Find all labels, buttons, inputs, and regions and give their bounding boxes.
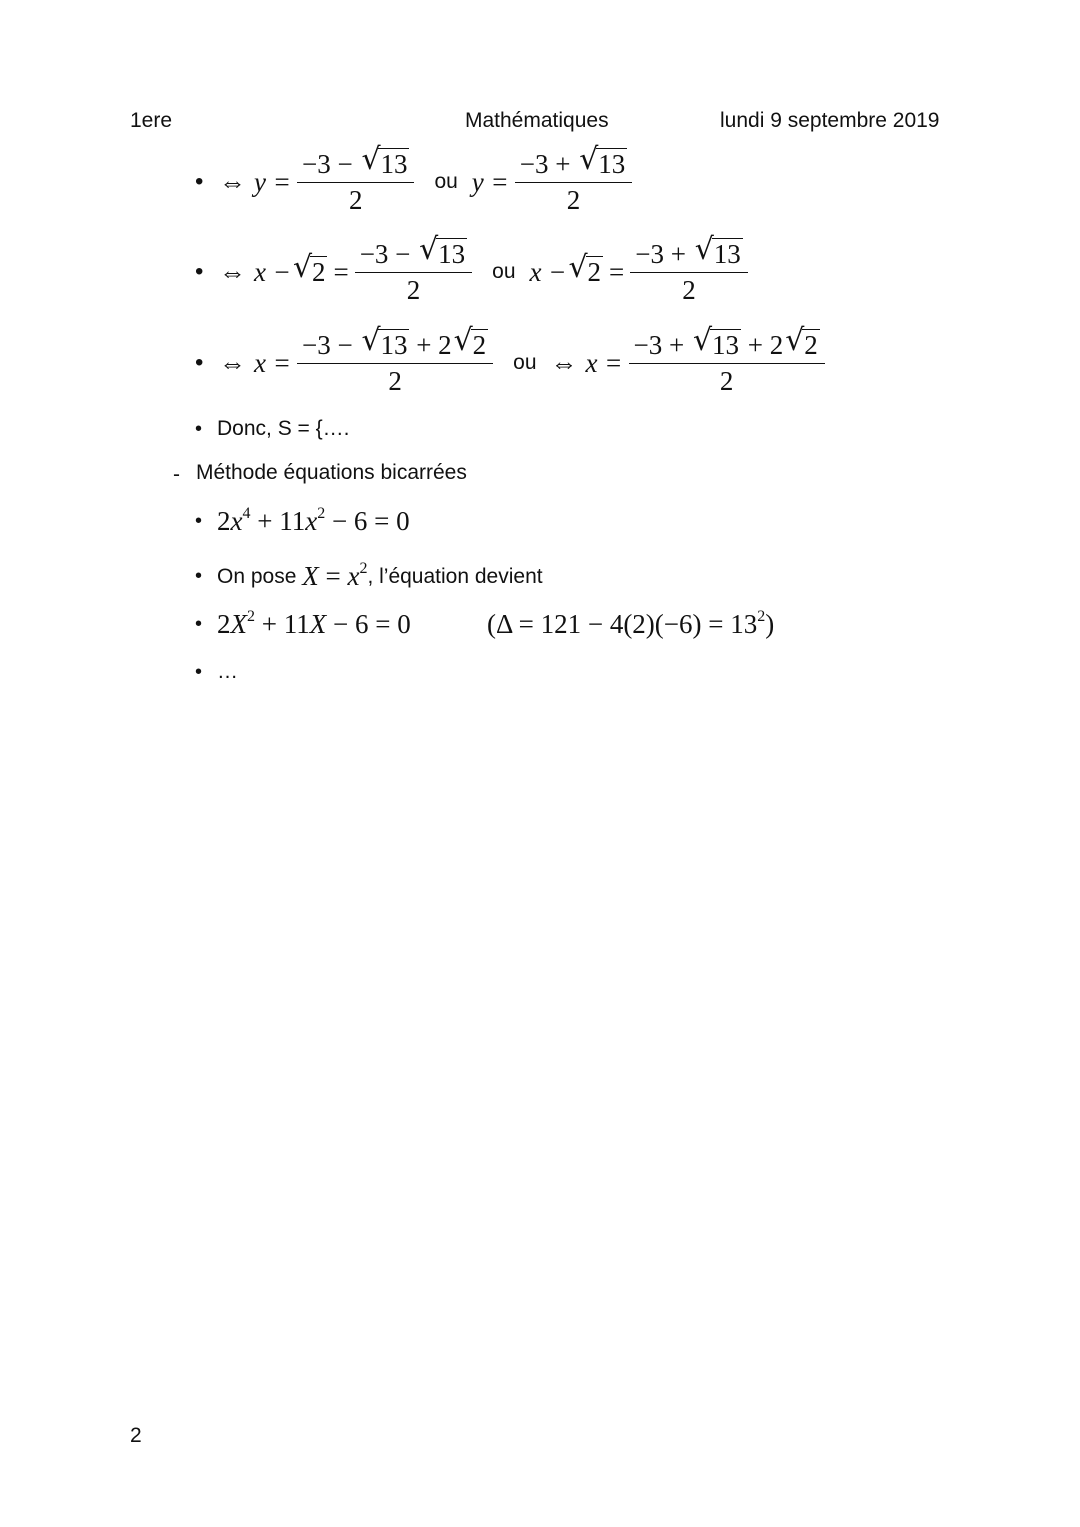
denominator: 2 (388, 366, 402, 396)
term: + 11 (250, 506, 306, 536)
equiv-symbol: ⇔ (219, 347, 246, 378)
equation-line-5 (195, 506, 410, 537)
numerator-text: + 2 (747, 330, 784, 360)
term: − 6 = 0 (326, 609, 411, 639)
ou-word: ou (513, 351, 537, 374)
equiv-symbol: ⇔ (219, 256, 246, 287)
ellipsis: … (217, 660, 238, 683)
header-subject: Mathématiques (465, 109, 609, 132)
equation-line-7 (195, 609, 774, 640)
fraction (630, 232, 747, 306)
numerator-text: −3 + (519, 149, 571, 179)
discriminant (487, 609, 774, 640)
equation-line-3 (195, 323, 831, 397)
variable: x (347, 561, 360, 591)
radicand: 13 (713, 239, 741, 269)
bullet: • (195, 613, 203, 635)
term: 2 (217, 609, 231, 639)
fraction (629, 323, 825, 397)
equiv-symbol: ⇔ (550, 347, 578, 378)
sqrt: √ 13 (579, 142, 626, 179)
term: 2 (217, 506, 231, 536)
denominator: 2 (682, 275, 696, 305)
header-date: lundi 9 septembre 2019 (720, 109, 940, 132)
exponent: 2 (247, 608, 255, 625)
variable: x (305, 506, 318, 536)
equation-line-2 (195, 232, 754, 306)
lhs: x = (254, 347, 291, 378)
section-heading (196, 461, 467, 485)
sqrt: √ 2 (292, 250, 326, 287)
variable: X (302, 561, 319, 591)
page-number: 2 (130, 1424, 142, 1447)
sqrt: √ 13 (361, 142, 408, 179)
lhs: x − (254, 256, 291, 287)
fraction (297, 323, 493, 397)
ou-word: ou (434, 170, 458, 193)
paren: ) (765, 609, 775, 639)
exponent: 2 (317, 505, 326, 522)
fraction (355, 232, 472, 306)
fraction (297, 142, 414, 216)
bullet: • (195, 168, 204, 195)
section-dash: - (173, 463, 180, 486)
bullet: • (195, 565, 203, 587)
radicand: 13 (438, 239, 466, 269)
variable: x (230, 506, 243, 536)
bullet: • (195, 258, 204, 285)
section-title: Méthode équations bicarrées (196, 461, 467, 484)
term: + 11 (255, 609, 310, 639)
radicand: 13 (380, 149, 408, 179)
radicand: 2 (587, 257, 601, 287)
numerator-text: −3 − (301, 330, 353, 360)
variable: X (230, 609, 247, 639)
term: = (318, 561, 348, 591)
equiv-symbol: ⇔ (219, 166, 246, 197)
equals: = (609, 256, 625, 287)
bullet: • (195, 349, 204, 376)
ou-word: ou (492, 260, 516, 283)
numerator-text: −3 − (359, 239, 411, 269)
discriminant-text: (Δ = 121 − 4(2)(−6) = 13 (487, 609, 758, 639)
sqrt: √ 2 (785, 323, 818, 360)
exponent: 2 (359, 560, 368, 577)
denominator: 2 (566, 185, 581, 215)
numerator-text: −3 + (635, 239, 686, 269)
sqrt: √ 13 (419, 232, 466, 269)
radicand: 2 (311, 257, 326, 287)
denominator: 2 (719, 366, 734, 396)
lhs: x − (529, 256, 567, 287)
conclusion-line (195, 417, 349, 441)
fraction (515, 142, 632, 216)
sqrt: √ 2 (453, 323, 487, 360)
bullet: • (195, 417, 203, 440)
equation (217, 609, 487, 640)
text: , l’équation devient (367, 564, 543, 588)
denominator: 2 (406, 275, 421, 305)
lhs: x = (585, 347, 623, 378)
lhs: y = (471, 166, 509, 197)
denominator: 2 (348, 185, 363, 215)
ellipsis-line (195, 660, 238, 684)
sqrt: √ 13 (692, 323, 739, 360)
numerator-text: −3 − (301, 149, 353, 179)
text: On pose (217, 564, 303, 588)
equals: = (333, 256, 349, 287)
lhs: y = (254, 166, 291, 197)
variable: X (309, 609, 327, 639)
substitution-line (195, 561, 543, 592)
equation (217, 506, 410, 537)
conclusion-text: Donc, S = {…. (217, 417, 350, 440)
exponent: 2 (757, 608, 766, 625)
exponent: 4 (242, 505, 251, 522)
radicand: 2 (472, 330, 487, 360)
numerator-text: + 2 (416, 330, 452, 360)
radicand: 13 (380, 330, 408, 360)
header-class: 1ere (130, 109, 173, 132)
sqrt: √ 13 (694, 232, 741, 269)
term: − 6 = 0 (325, 506, 410, 536)
bullet: • (195, 510, 203, 532)
equation-line-1 (195, 142, 638, 216)
sqrt: √ 2 (568, 250, 601, 287)
radicand: 13 (711, 330, 739, 360)
math (302, 561, 367, 592)
numerator-text: −3 + (633, 330, 685, 360)
radicand: 2 (804, 330, 818, 360)
sqrt: √ 13 (361, 323, 408, 360)
radicand: 13 (598, 149, 626, 179)
bullet: • (195, 660, 203, 683)
